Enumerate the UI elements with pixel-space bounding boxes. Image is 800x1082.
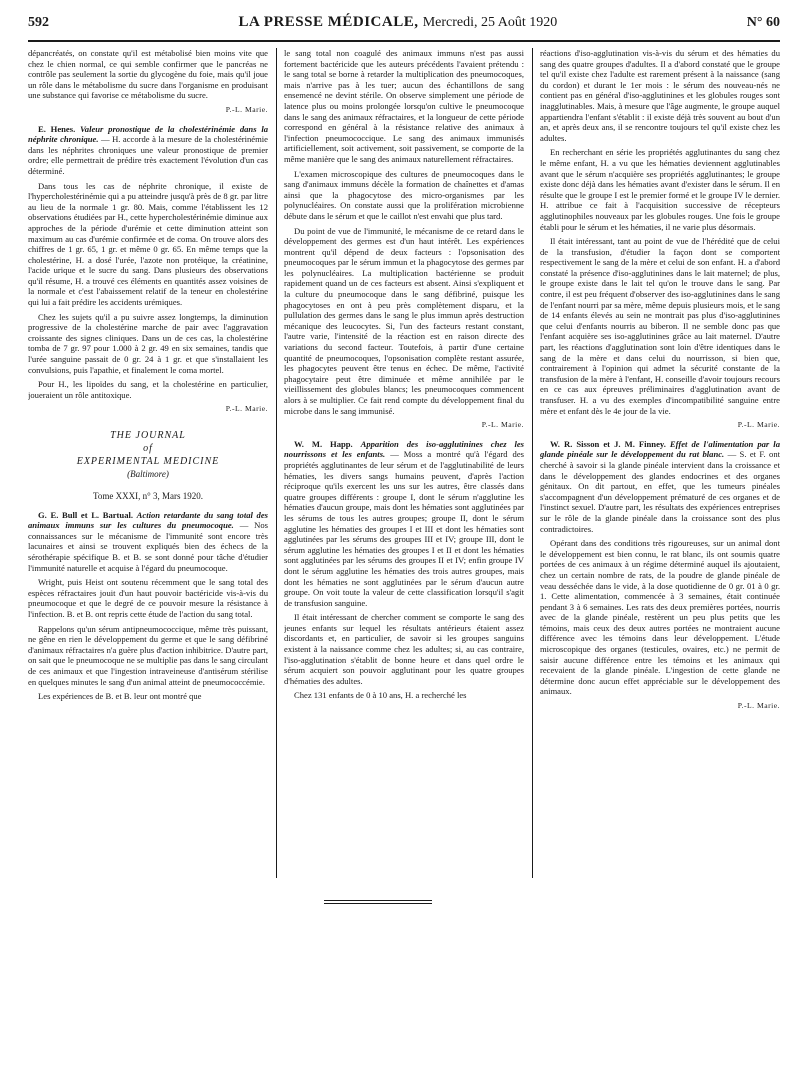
column-divider	[276, 48, 277, 878]
journal-heading-line: THE JOURNAL	[110, 430, 186, 441]
article-title: Action retardante du sang total des animaux immuns sur les cultures du pneumocoque.	[28, 509, 268, 531]
paragraph: dépancréatés, on constate qu'il est métabolisé bien moins vite que chez le chien normal, ce qui semble confirmer que le pancréas ne contrôle pas seulement la sortie du glycogène du foie, mais qu'il joue un rôle dans le métabolisme du sucre dans l'organisme en produisant une substance qui favorise ce métabolisme du sucre.	[28, 48, 268, 101]
journal-masthead	[239, 14, 558, 31]
text-columns	[28, 48, 780, 878]
paragraph: Opérant dans des conditions très rigoureuses, sur un animal dont le développement est bien connu, le rat blanc, ils ont soumis quatre portées de ces animaux à un régime déterminé auquel ils ajoutaient, chez un certain nombre de rats, de la poudre de glande pinéale de veau desséchée dans le vide, à la dose quotidienne de 0 gr. 01 à 0 gr. 1. Cette alimentation, commencée à 3 semaines, était continuée pendant 3 à 6 semaines. Les rats des deux premières portées, nourris avec de la glande pinéale, restèrent un peu plus petits que les témoins, mais ceux des deux autres portées ne montraient aucune différence avec les témoins dans leur développement. L'étude microscopique des organes (testicules, ovaires, etc.) ne permit de saisir aucune différence entre les témoins et les animaux qui recevaient de la glande pinéale. L'ingestion de cette glande ne détermine donc aucun effet appréciable sur le développement des animaux.	[540, 538, 780, 697]
paragraph: En recherchant en série les propriétés agglutinantes du sang chez le même enfant, H. a vu que les hématies deviennent agglutinables avant que le sérum n'acquière ses propriétés agglutinantes; le groupe existe donc déjà dans les hématies avant d'exister dans le sérum. Il en résulte que le groupe I est le premier formé et le groupe IV le dernier. H. attribue ce fait à l'acquisition successive de récepteurs agglutinophiles nouveaux par les globules rouges. Une fois le groupe établi pour le sérum et les hématies, il ne varie plus désormais.	[540, 147, 780, 232]
journal-heading-line: EXPERIMENTAL MEDICINE	[76, 456, 220, 467]
column-right	[540, 48, 780, 878]
signature: P.-L. Marie.	[737, 420, 780, 430]
page-header	[28, 14, 780, 42]
article-lead: — Nos connaissances sur le mécanisme de l'immunité sont encore très lacunaires et ainsi se trouvent expliqués bien des échecs de la sérothérapie spécifique B. et B. se sont donné pour tâche d'étudier l'immunité naturelle et acquise à l'égard du pneumocoque.	[28, 520, 268, 573]
paragraph: Chez 131 enfants de 0 à 10 ans, H. a recherché les	[294, 690, 467, 701]
paragraph: Il était intéressant, tant au point de vue de l'hérédité que de celui de la transfusion, d'étudier la façon dont se comportent respectivement le sang de la mère et celui de son enfant. H. a d'abord constaté la présence d'iso-agglutinines dans le lait maternel; de plus, le groupe existe dans le lait tel qu'on le trouve dans le sang. Par contre, il est peu fréquent d'observer des iso-agglutinines dans le sang de l'enfant nourri par sa mère, même depuis plusieurs mois, et le sang de 14 enfants élevés au sein ne montrait pas plus d'iso-agglutinines que celui d'enfants nourris au biberon. Il ne semble donc pas que l'enfant acquière ses iso-agglutinines grâce au lait maternel. D'autre part, les réactions d'agglutination sont loin d'être identiques dans le sang de la mère et dans celui du nourrisson, si bien que, contrairement à l'opinion qui admet la sécurité constante de la transfusion de la mère à l'enfant, H. conseille d'avoir toujours recours en ce cas aux épreuves préliminaires d'agglutination avant de transfuser. H. a vu des exemples d'incompatibilité sanguine entre mère et enfant dès le 4e jour de la vie.	[540, 236, 780, 416]
column-middle	[284, 48, 524, 878]
signature: P.-L. Marie.	[225, 404, 268, 414]
article-title: Valeur pronostique de la cholestérinémie dans la néphrite chronique.	[28, 123, 268, 145]
article-happ	[284, 439, 524, 609]
paragraph: Du point de vue de l'immunité, le mécanisme de ce retard dans le développement des germes est d'un haut intérêt. Les expériences montrent qu'il dépend de deux facteurs : l'opsonisation des pneumocoques par le sérum immun et la phagocytose des germes par les polynucléaires. La multiplication bactérienne se produit rapidement quand un de ces facteurs est absent. Ainsi s'expliquent et la culture du pneumocoque dans le sang défibriné, puisque les phagocytoses en ont à peu près complètement disparu, et la pullulation des germes dans le sang le plus immun après destruction mécanique des leucocytes. Si, l'un des facteurs restant constant, l'autre varie, l'intensité de la réaction est en raison directe des variations du second facteur. Toutefois, à partir d'une certaine quantité de pneumocoques, l'opsonisation complète restant assurée, les phagocytes peuvent être tenus en échec. De même, l'activité phagocytaire peut être diminuée et même annihilée par le vieillissement des globules blancs; les pneumocoques commencent alors à se multiplier. Ce fait rend compte du développement final du microbe dans le sang immunisé.	[284, 225, 524, 416]
article-lead: — H. accorde à la mesure de la cholestérinémie dans les néphrites chroniques une valeur pronostique de premier ordre; elle permettrait de prédire très exactement l'évolution d'un cas déterminé.	[28, 134, 268, 176]
column-divider	[532, 48, 533, 878]
paragraph: réactions d'iso-agglutination vis-à-vis du sérum et des hématies du sang des quatre groupes d'adultes. Il a d'abord constaté que le groupe tel qu'il existe chez l'adulte est rarement présent à la naissance (sang du cordon) et durant le 1er mois : le sérum des nouveau-nés ne contient pas en général d'iso-agglutinines et les globules rouges sont inagglutinables. Mais, à mesure que l'âge augmente, le groupe auquel appartiendra l'enfant s'établit : il existe déjà très souvent au bout d'un an, et après deux ans, il se rencontre toujours tel qu'il existe chez les adultes.	[540, 48, 780, 143]
paragraph: Les expériences de B. et B. leur ont montré que	[38, 691, 202, 702]
journal-heading	[28, 429, 268, 481]
article-lead: — Moss a montré qu'à l'égard des propriétés agglutinantes de leur sérum et de l'agglutinabilité de leurs hématies, les divers sangs humains peuvent, d'après l'action réciproque qu'ils exercent les uns sur les autres, être classés dans quatre groupes différents : groupe I, dont le sérum n'agglutine les hématies d'aucun groupe, mais dont les hématies sont agglutinées par les sérums de tous les autres groupes; groupe II, dont le sérum agglutine les hématies des groupes I et III et dont les hématies sont agglutinées par les sérums des groupes III et IV; groupe III, dont le sérum agglutine les hématies des groupes I et II et dont les hématies sont agglutinées par les sérums des groupes II et IV; enfin groupe IV dont le sérum agglutine les hématies des trois autres groupes, mais dont les hématies ne sont agglutinées par le sérum d'aucun autre groupe. On voit toute la valeur de cette classification lorsqu'il s'agit de transfusion sanguine.	[284, 449, 524, 608]
journal-volume: Tome XXXI, n° 3, Mars 1920.	[93, 491, 203, 501]
article-author: W. R. Sisson et J. M. Finney.	[550, 438, 666, 449]
article-henes	[28, 124, 268, 177]
paragraph: le sang total non coagulé des animaux immuns n'est pas aussi fortement bactéricide que les auteurs précédents l'avaient prétendu : le sang total se borne à retarder la multiplication des pneumocoques, mais n'arrive pas à les tuer; aucun des échantillons de sang ensemencé ne devint stérile. On observe simplement une période de latence plus ou moins prolongée lorsqu'on cultive le pneumocoque dans le sang des animaux réfractaires, et la longueur de cette période correspond en général à la résistance relative des animaux à l'infection pneumococcique. Le sang des animaux immunisés artificiellement, soit activement, soit passivement, se comporte de la même manière que le sang des animaux naturellement réfractaires.	[284, 48, 524, 164]
article-author: G. E. Bull et L. Bartual.	[38, 509, 134, 520]
paragraph: Pour H., les lipoïdes du sang, et la cholestérine en particulier, joueraient un rôle antitoxique.	[28, 379, 268, 400]
signature: P.-L. Marie.	[737, 701, 780, 711]
paragraph: Dans tous les cas de néphrite chronique, il existe de l'hypercholestérinémie qui a pu atteindre jusqu'à près de 8 gr. par litre au lieu de la normale 1 gr. 80. Mais, comme l'établissent les 12 observations étudiées par H., cette hypercholestérinémie diminue aux approches de la période d'urémie et cette diminution atteint son maximum au cas d'urémie confirmée et de coma. On trouve alors des chiffres de 1 gr. 65, 1 gr. et même 0 gr. 65. En même temps que la cholestérine, H. a dosé l'urée, l'azote non protéique, la créatinine, l'acide urique et le sucre du sang. Dans plusieurs des observations qu'il résume, H. a trouvé ces éléments en quantités assez voisines de la normale et c'est l'abaissement relatif de la teneur en cholestérine qui lui a fait prédire les accidents urémiques.	[28, 180, 268, 308]
paragraph: Wright, puis Heist ont soutenu récemment que le sang total des espèces réfractaires jouit d'un haut pouvoir bactéricide vis-à-vis du pneumocoque et que le degré de ce pouvoir mesure la résistance à l'infection. B. et B. ont repris cette étude de l'action du sang total.	[28, 577, 268, 619]
article-sisson-finney	[540, 439, 780, 534]
article-bull-bartual	[28, 510, 268, 574]
paragraph: L'examen microscopique des cultures de pneumocoques dans le sang d'animaux immuns décèle la formation de chaînettes et d'amas ainsi que la phagocytose des micro-organismes par les polynucléaires. On constate aussi que la prolifération microbienne débute dans le sérum et que le caillot n'est envahi que plus tard.	[284, 168, 524, 221]
issue-date: Mercredi, 25 Août 1920	[422, 15, 558, 30]
paragraph: Rappelons qu'un sérum antipneumococcique, même très puissant, ne gêne en rien le développement du germe et que le sang défibriné d'animaux réfractaires n'a guère plus d'action inhibitrice. D'autre part, on sait que le pneumocoque ne se multiplie pas dans le sang circulant de ces animaux et que l'ingestion intraveineuse d'antisérum stérilise en quelques minutes le sang d'un animal atteint de pneumococcémie.	[28, 623, 268, 687]
paragraph: Chez les sujets qu'il a pu suivre assez longtemps, la diminution progressive de la cholestérine marche de pair avec l'aggravation croissante des signes cliniques. Dans un de ces cas, la cholestérine tomba de 7 gr. 97 pour 1.000 à 2 gr. 49 en six semaines, tandis que l'urée sanguine passait de 0 gr. 24 à 1 gr. et que s'installaient les convulsions, puis l'apathie, et finalement le coma mortel.	[28, 311, 268, 375]
issue-number: N° 60	[746, 15, 780, 30]
end-rule	[324, 903, 432, 904]
article-lead: — S. et F. ont cherché à savoir si la glande pinéale intervient dans la croissance et dans le développement des glandes endocrines et des organes génitaux. On dit partout, en effet, que les tumeurs pinéales s'accompagnent d'un développement prématuré de ces organes et de l'instinct sexuel. D'autre part, les résultats des expériences entreprises sur le rôle de la glande pinéale dans la croissance sont des plus contradictoires.	[540, 449, 780, 534]
journal-location: (Baltimore)	[127, 469, 169, 479]
article-author: E. Henes.	[38, 123, 76, 134]
page-number: 592	[28, 15, 49, 30]
end-rule	[324, 900, 432, 901]
journal-heading-line: of	[143, 443, 153, 454]
article-author: W. M. Happ.	[294, 438, 353, 449]
article-title: Apparition des iso-agglutinines chez les nourrissons et les enfants.	[284, 438, 524, 460]
journal-name: LA PRESSE MÉDICALE,	[238, 14, 419, 30]
signature: P.-L. Marie.	[225, 104, 268, 114]
signature: P.-L. Marie.	[481, 420, 524, 430]
paragraph: Il était intéressant de chercher comment se comporte le sang des jeunes enfants sur lequel les résultats antérieurs étaient assez discordants et, en particulier, de savoir si les groupes sanguins existent à la naissance comme chez les adultes; si, au cas contraire, l'iso-agglutination s'établit de bonne heure et dans quel ordre le sérum acquiert son pouvoir agglutinant pour les quatre groupes d'hématies des adultes.	[284, 612, 524, 686]
newspaper-page	[28, 14, 780, 878]
column-left	[28, 48, 268, 878]
article-title: Effet de l'alimentation par la glande pinéale sur le développement du rat blanc.	[540, 438, 780, 460]
